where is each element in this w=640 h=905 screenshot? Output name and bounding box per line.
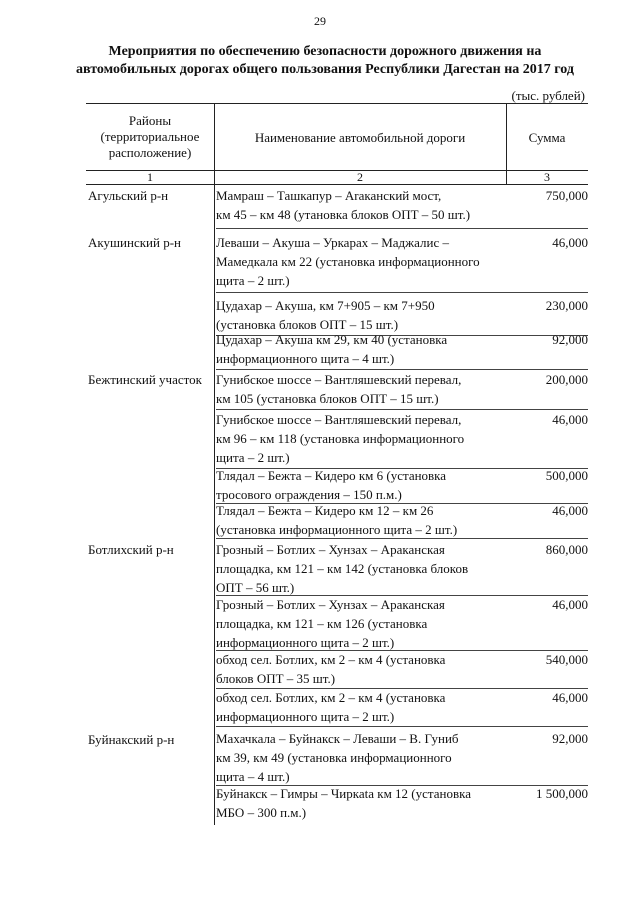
road-name-cell — [216, 501, 506, 539]
road-line: Тлядал – Бежта – Кидеро км 12 – км 26 — [216, 503, 434, 518]
column-divider-1 — [214, 103, 215, 825]
sum-cell: 230,000 — [545, 298, 588, 313]
road-name-cell — [216, 330, 506, 368]
sum-cell: 750,000 — [545, 188, 588, 203]
road-name-cell — [216, 370, 506, 408]
road-line: км 45 – км 48 (утановка блоков ОПТ – 50 шт.) — [216, 207, 471, 222]
column-number-2: 2 — [357, 170, 363, 184]
road-line: Буйнакск – Гимры – Чиркаta км 12 (установка — [216, 786, 472, 801]
sum-cell: 46,000 — [552, 412, 588, 427]
sum-cell: 200,000 — [545, 372, 588, 387]
road-line: МБО – 300 п.м.) — [216, 805, 307, 820]
road-line: информационного щита – 4 шт.) — [216, 351, 395, 366]
road-line: блоков ОПТ – 35 шт.) — [216, 671, 336, 686]
column-number-3: 3 — [544, 170, 550, 184]
road-line: площадка, км 121 – км 126 (установка — [216, 616, 428, 631]
sum-cell: 92,000 — [552, 332, 588, 347]
road-name-cell — [216, 296, 506, 334]
title-line-2: автомобильных дорогах общего пользования Республики Дагестан на 2017 год — [75, 62, 574, 77]
row-separator — [216, 228, 588, 229]
road-line: щита – 2 шт.) — [216, 450, 290, 465]
road-name-cell — [216, 784, 506, 822]
district-bezhtinsky: Бежтинский участок — [88, 372, 202, 387]
road-line: щита – 2 шт.) — [216, 273, 290, 288]
road-line: информационного щита – 2 шт.) — [216, 709, 395, 724]
sum-cell: 46,000 — [552, 503, 588, 518]
sum-cell: 540,000 — [545, 652, 588, 667]
page-number: 29 — [314, 14, 326, 28]
road-name-cell — [216, 233, 506, 290]
district-botlikhsky: Ботлихский р-н — [88, 542, 174, 557]
road-line: щита – 4 шт.) — [216, 769, 290, 784]
road-name-cell — [216, 540, 506, 597]
road-line: Леваши – Акуша – Уркарах – Маджалис – — [216, 235, 449, 250]
header-road-name: Наименование автомобильной дороги — [254, 130, 466, 145]
road-name-cell — [216, 186, 506, 224]
road-line: ОПТ – 56 шт.) — [216, 580, 295, 595]
table-top-border — [86, 103, 588, 104]
road-line: Гунибское шоссе – Вантляшевский перевал, — [216, 372, 462, 387]
road-line: км 39, км 49 (установка информационного — [216, 750, 452, 765]
title-line-1: Мероприятия по обеспечению безопасности дорожного движения на — [108, 44, 542, 59]
road-line: Гунибское шоссе – Вантляшевский перевал, — [216, 412, 462, 427]
road-name-cell — [216, 466, 506, 504]
road-line: Мамраш – Ташкапур – Araканский мост, — [216, 188, 442, 203]
sum-cell: 500,000 — [545, 468, 588, 483]
sum-cell: 46,000 — [552, 235, 588, 250]
road-line: (установка блоков ОПТ – 15 шт.) — [216, 317, 399, 332]
road-line: Цудахар – Акуша, км 7+905 – км 7+950 — [216, 298, 435, 313]
row-separator — [216, 292, 588, 293]
sum-cell: 46,000 — [552, 690, 588, 705]
road-line: обход сел. Ботлих, км 2 – км 4 (установка — [216, 690, 446, 705]
road-line: Тлядал – Бежта – Кидеро км 6 (установка — [216, 468, 447, 483]
header-districts-line-1: Районы — [128, 113, 172, 128]
road-line: Мамедкала км 22 (установка информационного — [216, 254, 480, 269]
unit-label: (тыс. рублей) — [511, 88, 585, 103]
district-buynaksky: Буйнакский р-н — [88, 732, 175, 747]
column-number-1: 1 — [147, 170, 153, 184]
header-districts-line-3: расположение) — [108, 145, 192, 160]
road-line: км 105 (установка блоков ОПТ – 15 шт.) — [216, 391, 439, 406]
road-line: Грозный – Ботлих – Хунзах – Араканская — [216, 542, 445, 557]
road-line: информационного щита – 2 шт.) — [216, 635, 395, 650]
sum-cell: 860,000 — [545, 542, 588, 557]
road-line: тросового ограждения – 150 п.м.) — [216, 487, 402, 502]
district-agulsky: Агульский р-н — [88, 188, 169, 203]
road-line: км 96 – км 118 (установка информационного — [216, 431, 465, 446]
road-line: Махачкала – Буйнакск – Леваши – В. Гуниб — [216, 731, 459, 746]
road-line: обход сел. Ботлих, км 2 – км 4 (установка — [216, 652, 446, 667]
road-line: Цудахар – Акуша км 29, км 40 (установка — [216, 332, 448, 347]
sum-cell: 92,000 — [552, 731, 588, 746]
page-title — [60, 43, 590, 79]
road-name-cell — [216, 410, 506, 467]
road-name-cell — [216, 595, 506, 652]
road-line: Грозный – Ботлих – Хунзах – Араканская — [216, 597, 445, 612]
row-separator — [216, 538, 588, 539]
road-name-cell — [216, 688, 506, 726]
sum-cell: 1 500,000 — [536, 786, 588, 801]
header-districts-line-2: (территориальное — [100, 129, 200, 144]
row-separator — [216, 726, 588, 727]
road-line: площадка, км 121 – км 142 (установка блоков — [216, 561, 469, 576]
road-name-cell — [216, 650, 506, 688]
sum-cell: 46,000 — [552, 597, 588, 612]
road-name-cell — [216, 729, 506, 786]
header-sum: Сумма — [528, 130, 566, 145]
header-districts — [86, 113, 214, 161]
district-akushinsky: Акушинский р-н — [88, 235, 181, 250]
road-line: (установка информационного щита – 2 шт.) — [216, 522, 458, 537]
